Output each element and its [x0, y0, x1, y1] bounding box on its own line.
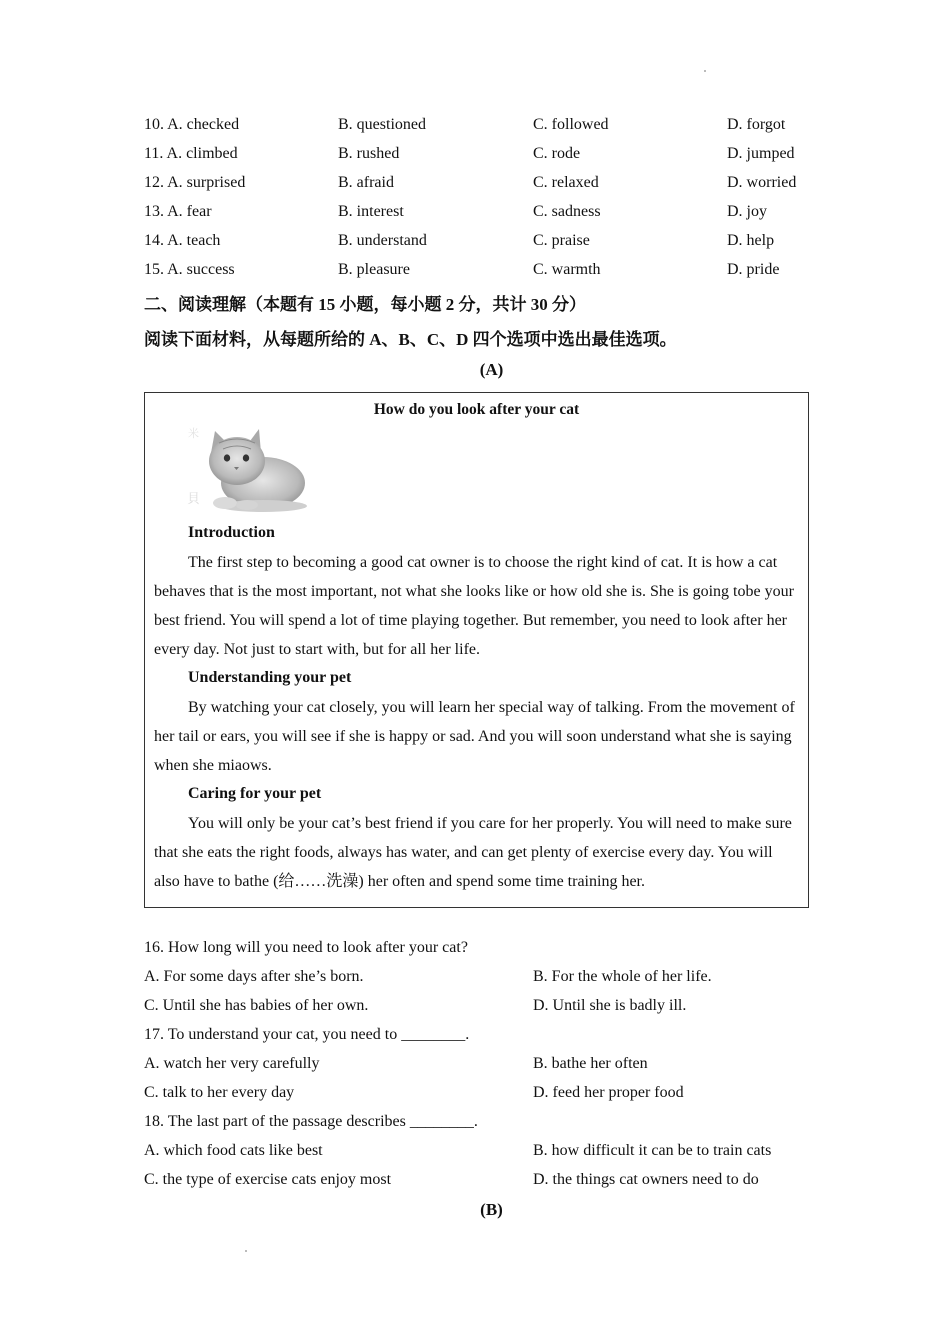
- section-title: 二、阅读理解（本题有 15 小题，每小题 2 分，共计 30 分）: [144, 295, 586, 314]
- question-18: 18. The last part of the passage describes ________.: [144, 1113, 478, 1130]
- passage-box: [144, 392, 809, 908]
- cat-image: [185, 423, 310, 518]
- option-b: B. bathe her often: [533, 1055, 648, 1072]
- option-a: 12. A. surprised: [144, 174, 246, 191]
- section-instruction: 阅读下面材料，从每题所给的 A、B、C、D 四个选项中选出最佳选项。: [144, 330, 677, 349]
- option-d: D. the things cat owners need to do: [533, 1171, 759, 1188]
- option-a: A. watch her very carefully: [144, 1055, 320, 1072]
- option-c: C. the type of exercise cats enjoy most: [144, 1171, 392, 1188]
- svg-text:米: 米: [188, 427, 199, 440]
- scan-dot: [704, 70, 706, 72]
- option-b: B. For the whole of her life.: [533, 968, 712, 985]
- option-b: B. how difficult it can be to train cats: [533, 1142, 772, 1159]
- understanding-heading: Understanding your pet: [188, 669, 352, 686]
- caring-heading: Caring for your pet: [188, 785, 322, 802]
- option-a: 11. A. climbed: [144, 145, 238, 162]
- question-17: 17. To understand your cat, you need to ________.: [144, 1026, 470, 1043]
- vocab-row: [144, 145, 824, 174]
- intro-heading: Introduction: [188, 524, 275, 541]
- passage-title: How do you look after your cat: [373, 401, 580, 418]
- option-b: B. rushed: [338, 145, 400, 162]
- option-a: A. For some days after she’s born.: [144, 968, 364, 985]
- vocab-row: [144, 232, 824, 261]
- option-a: 13. A. fear: [144, 203, 212, 220]
- option-c: C. relaxed: [533, 174, 599, 191]
- option-c: C. talk to her every day: [144, 1084, 295, 1101]
- part-a-label: (A): [479, 360, 504, 379]
- caring-paragraph: You will only be your cat’s best friend if you care for her properly. You will need to make sure that she eats the right foods, always has water, and can get plenty of exercise every day. You will also have to bathe (给……洗澡) her often and spend some time training her.: [154, 815, 792, 890]
- question-16: 16. How long will you need to look after your cat?: [144, 939, 468, 956]
- option-a: A. which food cats like best: [144, 1142, 323, 1159]
- option-d: D. jumped: [727, 145, 795, 162]
- option-a: 15. A. success: [144, 261, 235, 278]
- vocab-row: [144, 116, 824, 145]
- vocab-row: [144, 261, 824, 290]
- option-c: C. followed: [533, 116, 609, 133]
- option-d: D. joy: [727, 203, 767, 220]
- vocab-row: [144, 174, 824, 203]
- option-b: B. afraid: [338, 174, 394, 191]
- svg-text:貝: 貝: [187, 492, 201, 507]
- option-d: D. forgot: [727, 116, 786, 133]
- option-d: D. worried: [727, 174, 797, 191]
- intro-paragraph: The first step to becoming a good cat owner is to choose the right kind of cat. It is how a cat behaves that is the most important, not what she looks like or how old she is. She is going tobe your best friend. You will spend a lot of time playing together. But remember, you need to look after her every day. Not just to start with, but for all her life.: [154, 554, 794, 658]
- option-a: 10. A. checked: [144, 116, 240, 133]
- part-b-label: (B): [480, 1200, 503, 1219]
- option-c: C. sadness: [533, 203, 601, 220]
- scan-dot: [245, 1250, 247, 1252]
- option-b: B. pleasure: [338, 261, 410, 278]
- vocab-row: [144, 203, 824, 232]
- option-b: B. interest: [338, 203, 404, 220]
- option-d: D. Until she is badly ill.: [533, 997, 687, 1014]
- option-c: C. warmth: [533, 261, 601, 278]
- option-c: C. praise: [533, 232, 590, 249]
- option-d: D. help: [727, 232, 775, 249]
- option-d: D. feed her proper food: [533, 1084, 684, 1101]
- option-b: B. understand: [338, 232, 427, 249]
- option-c: C. Until she has babies of her own.: [144, 997, 369, 1014]
- option-b: B. questioned: [338, 116, 426, 133]
- option-a: 14. A. teach: [144, 232, 221, 249]
- understanding-paragraph: By watching your cat closely, you will learn her special way of talking. From the movement of her tail or ears, you will see if she is happy or sad. And you will soon understand what she is saying when she miaows.: [154, 699, 795, 774]
- option-d: D. pride: [727, 261, 780, 278]
- option-c: C. rode: [533, 145, 581, 162]
